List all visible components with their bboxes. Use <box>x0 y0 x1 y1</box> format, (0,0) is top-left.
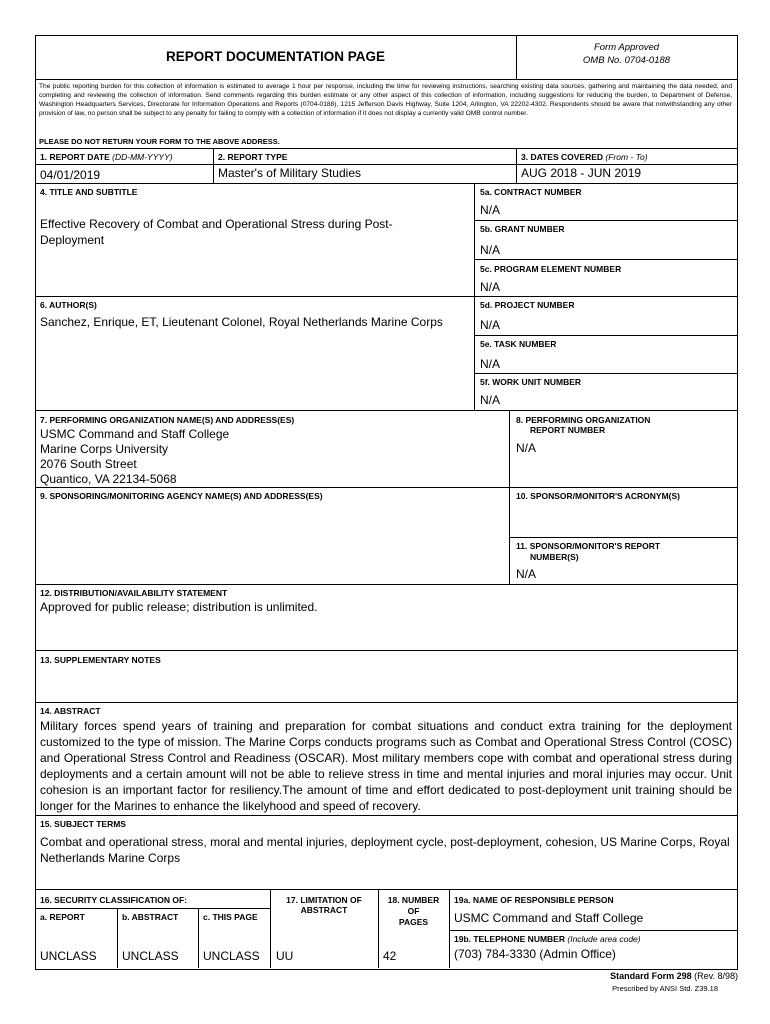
number-of-pages-value[interactable]: 42 <box>383 949 397 963</box>
report-date-label: 1. REPORT DATE (DD-MM-YYYY) <box>40 152 173 162</box>
telephone-label: 19b. TELEPHONE NUMBER (Include area code) <box>454 934 641 944</box>
authors-value[interactable]: Sanchez, Enrique, ET, Lieutenant Colonel, Royal Netherlands Marine Corps <box>40 315 443 329</box>
distribution-value[interactable]: Approved for public release; distribution is unlimited. <box>40 600 318 614</box>
divider <box>474 335 737 336</box>
report-classification-label: a. REPORT <box>40 912 85 922</box>
report-classification-value[interactable]: UNCLASS <box>40 949 97 963</box>
divider <box>474 373 737 374</box>
do-not-return-notice: PLEASE DO NOT RETURN YOUR FORM TO THE ABOVE ADDRESS. <box>39 137 280 146</box>
divider <box>509 537 737 538</box>
project-number-value[interactable]: N/A <box>480 318 501 332</box>
performing-org-line[interactable]: USMC Command and Staff College <box>40 427 230 441</box>
performing-org-label: 7. PERFORMING ORGANIZATION NAME(S) AND ADDRESS(ES) <box>40 415 295 425</box>
abstract-label: 14. ABSTRACT <box>40 706 101 716</box>
title-label: 4. TITLE AND SUBTITLE <box>40 187 138 197</box>
authors-label: 6. AUTHOR(S) <box>40 300 97 310</box>
subject-terms-label: 15. SUBJECT TERMS <box>40 819 126 829</box>
divider <box>516 148 517 183</box>
task-number-value[interactable]: N/A <box>480 357 501 371</box>
project-number-label: 5d. PROJECT NUMBER <box>480 300 575 310</box>
page-classification-value[interactable]: UNCLASS <box>203 949 260 963</box>
divider <box>35 164 737 165</box>
telephone-value[interactable]: (703) 784-3330 (Admin Office) <box>454 947 616 961</box>
responsible-person-value[interactable]: USMC Command and Staff College <box>454 911 644 925</box>
title-value[interactable]: Effective Recovery of Combat and Operational Stress during Post-Deployment <box>40 217 393 247</box>
divider <box>35 148 737 149</box>
divider <box>35 296 737 297</box>
dates-covered-label: 3. DATES COVERED (From - To) <box>521 152 648 162</box>
task-number-label: 5e. TASK NUMBER <box>480 339 557 349</box>
divider <box>35 889 737 890</box>
contract-number-value[interactable]: N/A <box>480 203 501 217</box>
responsible-person-label: 19a. NAME OF RESPONSIBLE PERSON <box>454 895 614 905</box>
security-classification-label: 16. SECURITY CLASSIFICATION OF: <box>40 895 188 905</box>
number-of-pages-label: 18. NUMBER <box>387 895 440 905</box>
supplementary-notes-label: 13. SUPPLEMENTARY NOTES <box>40 655 161 665</box>
divider <box>35 908 270 909</box>
page-classification-label: c. THIS PAGE <box>203 912 258 922</box>
burden-statement: The public reporting burden for this collection of information is estimated to average 1 hour per response, including the time for reviewing instructions, searching existing data sources, gathering and maintaining the data needed, and completing and reviewing the collection of information. Send comments regarding this burden estimate or any other aspect of this collection of information, including suggestions for reducing the burden, to Department of Defense, Washington Headquarters Services, Directorate for Information Operations and Reports (0704-0188), 1215 Jefferson Davis Highway, Suite 1204, Arlington, VA 22202-4302. Respondents should be aware that notwithstanding any other provision of law, no person shall be subject to any penalty for failing to comply with a collection of information if it does not display a currently valid OMB control number. <box>39 83 732 117</box>
program-element-label: 5c. PROGRAM ELEMENT NUMBER <box>480 264 622 274</box>
performing-report-label: 8. PERFORMING ORGANIZATION <box>516 415 651 425</box>
performing-org-line[interactable]: 2076 South Street <box>40 457 137 471</box>
abstract-value[interactable]: Military forces spend years of training and preparation for combat situations and conduct extra training for the deployment customized to the type of mission. The Marine Corps conducts programs such as Combat and Operational Stress Control (COSC) and Operational Stress Control and Readiness (OSCAR). Most military members cope with combat and operational stress during deployments and a certain amount will not be able to relieve stress in time and mental injuries and moral injuries may occur. Unit cohesion is an important factor for resiliency.The amount of time and effort dedicated to post-deployment unit training should be longer for the Marines to enhance the likelyhood and speed of recovery. <box>40 719 732 813</box>
work-unit-label: 5f. WORK UNIT NUMBER <box>480 377 582 387</box>
divider <box>35 584 737 585</box>
performing-org-line[interactable]: Quantico, VA 22134-5068 <box>40 472 177 486</box>
number-of-pages-label: OF <box>407 906 420 916</box>
divider <box>509 410 510 584</box>
distribution-label: 12. DISTRIBUTION/AVAILABILITY STATEMENT <box>40 588 228 598</box>
form-approved-label: Form Approved <box>593 42 660 53</box>
page-title: REPORT DOCUMENTATION PAGE <box>166 49 385 64</box>
sponsor-report-label: 11. SPONSOR/MONITOR'S REPORT <box>516 541 661 551</box>
divider <box>474 259 737 260</box>
form-name: Standard Form 298 (Rev. 8/98) <box>610 971 738 981</box>
divider <box>449 930 737 931</box>
performing-report-value[interactable]: N/A <box>516 441 537 455</box>
omb-number: OMB No. 0704-0188 <box>582 55 671 66</box>
divider <box>35 702 737 703</box>
performing-org-line[interactable]: Marine Corps University <box>40 442 169 456</box>
subject-terms-value[interactable]: Combat and operational stress, moral and mental injuries, deployment cycle, post-deployment, cohesion, US Marine Corps, Royal Netherlands Marine Corps <box>40 835 730 865</box>
limitation-label: ABSTRACT <box>300 905 348 915</box>
divider <box>449 889 450 968</box>
report-type-label: 2. REPORT TYPE <box>218 152 288 162</box>
divider <box>35 650 737 651</box>
divider <box>474 183 475 410</box>
divider <box>117 908 118 968</box>
grant-number-label: 5b. GRANT NUMBER <box>480 224 565 234</box>
report-date-value[interactable]: 04/01/2019 <box>40 168 101 182</box>
divider <box>35 815 737 816</box>
sponsor-report-label: NUMBER(S) <box>530 552 579 562</box>
number-of-pages-label: PAGES <box>398 917 429 927</box>
limitation-value[interactable]: UU <box>276 949 294 963</box>
divider <box>35 183 737 184</box>
report-type-value[interactable]: Master's of Military Studies <box>218 166 361 180</box>
divider <box>35 79 737 80</box>
divider <box>198 908 199 968</box>
sponsoring-agency-label: 9. SPONSORING/MONITORING AGENCY NAME(S) AND ADDRESS(ES) <box>40 491 323 501</box>
abstract-classification-label: b. ABSTRACT <box>122 912 179 922</box>
limitation-label: 17. LIMITATION OF <box>286 895 362 905</box>
sponsor-acronym-label: 10. SPONSOR/MONITOR'S ACRONYM(S) <box>516 491 681 501</box>
abstract-classification-value[interactable]: UNCLASS <box>122 949 179 963</box>
grant-number-value[interactable]: N/A <box>480 243 501 257</box>
work-unit-value[interactable]: N/A <box>480 393 501 407</box>
contract-number-label: 5a. CONTRACT NUMBER <box>480 187 582 197</box>
divider <box>213 148 214 183</box>
program-element-value[interactable]: N/A <box>480 280 501 294</box>
performing-report-label: REPORT NUMBER <box>530 425 606 435</box>
dates-covered-value[interactable]: AUG 2018 - JUN 2019 <box>521 166 642 180</box>
sponsor-report-value[interactable]: N/A <box>516 567 537 581</box>
prescribed-note: Prescribed by ANSI Std. Z39.18 <box>612 984 718 993</box>
divider <box>474 220 737 221</box>
divider <box>35 487 737 488</box>
divider <box>35 410 737 411</box>
